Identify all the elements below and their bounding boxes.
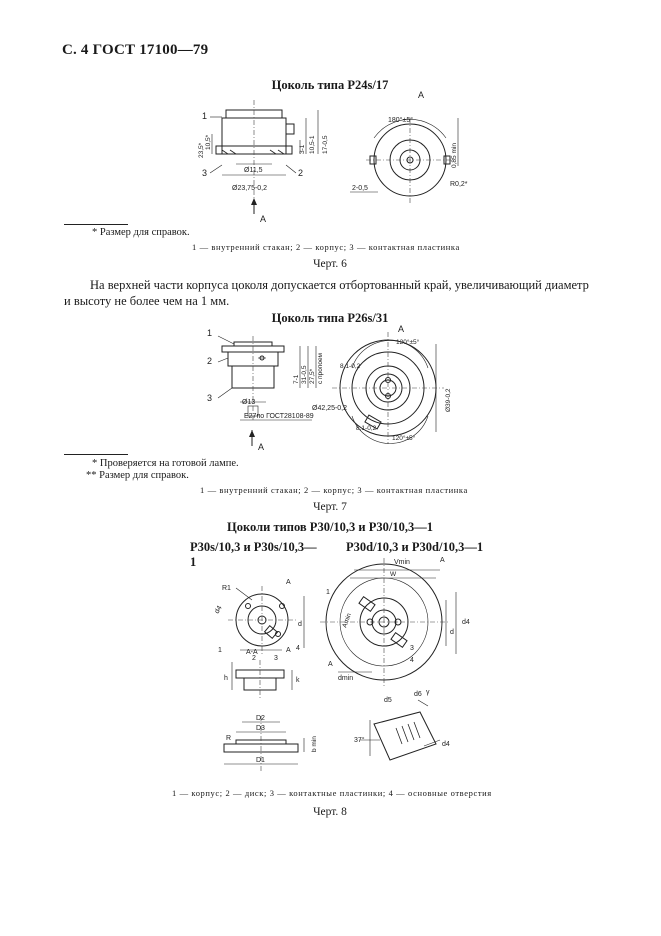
fig6-dim-dtop: Ø11,5 (244, 167, 263, 174)
fig7-title: Цоколь типа P26s/31 (271, 311, 389, 325)
svg-text:D1: D1 (256, 757, 265, 764)
svg-text:3: 3 (207, 393, 213, 403)
svg-text:d4: d4 (462, 619, 470, 626)
svg-text:31-0,5: 31-0,5 (301, 365, 308, 384)
fig8-caption: Черт. 8 (313, 806, 347, 818)
svg-text:37°: 37° (354, 737, 365, 744)
svg-text:Amin: Amin (341, 612, 353, 629)
svg-text:8,1-0,2: 8,1-0,2 (340, 363, 361, 370)
svg-text:1: 1 (207, 328, 213, 338)
svg-text:2: 2 (207, 356, 213, 366)
svg-text:Vmin: Vmin (394, 559, 410, 566)
fig6-view-label: А (418, 90, 425, 100)
fig8-right-subtitle: P30d/10,3 и P30d/10,3—1 (346, 540, 484, 554)
svg-text:D3: D3 (256, 725, 265, 732)
svg-text:h: h (224, 675, 228, 682)
svg-text:А: А (286, 579, 291, 586)
fig8-legend: 1 — корпус; 2 — диск; 3 — контактные пластинки; 4 — основные отверстия (172, 788, 492, 798)
svg-text:8,1-0,2: 8,1-0,2 (356, 425, 377, 432)
fig7-legend: 1 — внутренний стакан; 2 — корпус; 3 — контактная пластинка (200, 485, 468, 495)
svg-text:1: 1 (326, 589, 330, 596)
svg-text:180°±5°: 180°±5° (388, 117, 414, 124)
svg-text:4: 4 (296, 645, 300, 652)
svg-text:27,5*: 27,5* (309, 368, 316, 384)
fig7-caption: Черт. 7 (313, 501, 347, 513)
fig8-right-detail (360, 700, 440, 760)
svg-text:А: А (258, 442, 265, 452)
svg-text:3-1: 3-1 (299, 144, 306, 154)
fig8-left-subtitle: P30s/10,3 и P30s/10,3—1 (190, 540, 317, 569)
svg-text:Ø39-0,2: Ø39-0,2 (445, 388, 452, 412)
svg-text:А: А (286, 647, 291, 654)
svg-text:10,5*: 10,5* (205, 134, 212, 150)
svg-text:3: 3 (410, 645, 414, 652)
fig6-section-label: А (260, 214, 267, 224)
svg-text:d4: d4 (442, 741, 450, 748)
fig8-left-section (232, 660, 292, 698)
svg-text:А: А (398, 324, 405, 334)
svg-text:с пропоем: с пропоем (317, 352, 324, 384)
svg-text:7-1: 7-1 (293, 374, 300, 384)
paragraph-line-2: и высоту не более чем на 1 мм. (64, 294, 230, 308)
svg-text:А: А (440, 557, 445, 564)
svg-text:0,85 min: 0,85 min (451, 143, 458, 168)
svg-text:d4: d4 (213, 604, 224, 615)
svg-text:k: k (296, 677, 300, 684)
svg-text:Ø42,25-0,2: Ø42,25-0,2 (312, 405, 348, 412)
svg-text:4: 4 (410, 657, 414, 664)
fig7-footnote-1: * Проверяется на готовой лампе. (92, 458, 239, 469)
svg-text:dmin: dmin (338, 675, 354, 682)
fig8-right-top-view (320, 558, 456, 686)
fig6-callout-1: 1 (202, 111, 208, 121)
svg-text:E27по ГОСТ28108-89: E27по ГОСТ28108-89 (244, 413, 314, 420)
svg-text:Ø13: Ø13 (242, 399, 256, 406)
svg-text:d6: d6 (414, 691, 422, 698)
svg-text:10,5-1: 10,5-1 (309, 135, 316, 154)
svg-text:1: 1 (218, 647, 222, 654)
svg-text:d: d (298, 621, 302, 628)
page-header: С. 4 ГОСТ 17100—79 (62, 42, 209, 58)
svg-text:17-0,5: 17-0,5 (322, 135, 329, 154)
fig6-callout-3: 3 (202, 168, 208, 178)
svg-text:R1: R1 (222, 585, 231, 592)
svg-text:120°±5°: 120°±5° (396, 339, 420, 346)
svg-text:R0,2*: R0,2* (450, 181, 468, 188)
svg-text:d5: d5 (384, 697, 392, 704)
svg-text:b min: b min (311, 736, 318, 752)
svg-text:23,5*: 23,5* (198, 142, 205, 158)
paragraph-line-1: На верхней части корпуса цоколя допускается отбортованный край, увеличивающий диаметр (90, 278, 589, 292)
fig6-title: Цоколь типа P24s/17 (271, 78, 389, 92)
svg-text:d: d (450, 629, 454, 636)
svg-text:W: W (390, 571, 397, 578)
svg-text:120°±5°: 120°±5° (392, 435, 416, 442)
fig7-footnote-2: ** Размер для справок. (86, 470, 189, 481)
fig6-callout-2: 2 (298, 168, 304, 178)
svg-text:3: 3 (274, 655, 278, 662)
svg-text:А: А (328, 661, 333, 668)
fig6-footnote: * Размер для справок. (92, 227, 190, 238)
svg-text:2: 2 (252, 655, 256, 662)
fig6-caption: Черт. 6 (313, 258, 347, 270)
svg-text:А-А: А-А (246, 649, 258, 656)
svg-text:2-0,5: 2-0,5 (352, 185, 368, 192)
fig6-dim-dmain: Ø23,75-0,2 (232, 185, 268, 192)
svg-text:γ: γ (426, 689, 430, 696)
svg-text:D2: D2 (256, 715, 265, 722)
fig6-legend: 1 — внутренний стакан; 2 — корпус; 3 — контактная пластинка (192, 242, 460, 252)
svg-text:R: R (226, 735, 232, 742)
fig8-title: Цоколи типов P30/10,3 и P30/10,3—1 (227, 520, 433, 534)
fig8-left-top-view (228, 586, 304, 656)
